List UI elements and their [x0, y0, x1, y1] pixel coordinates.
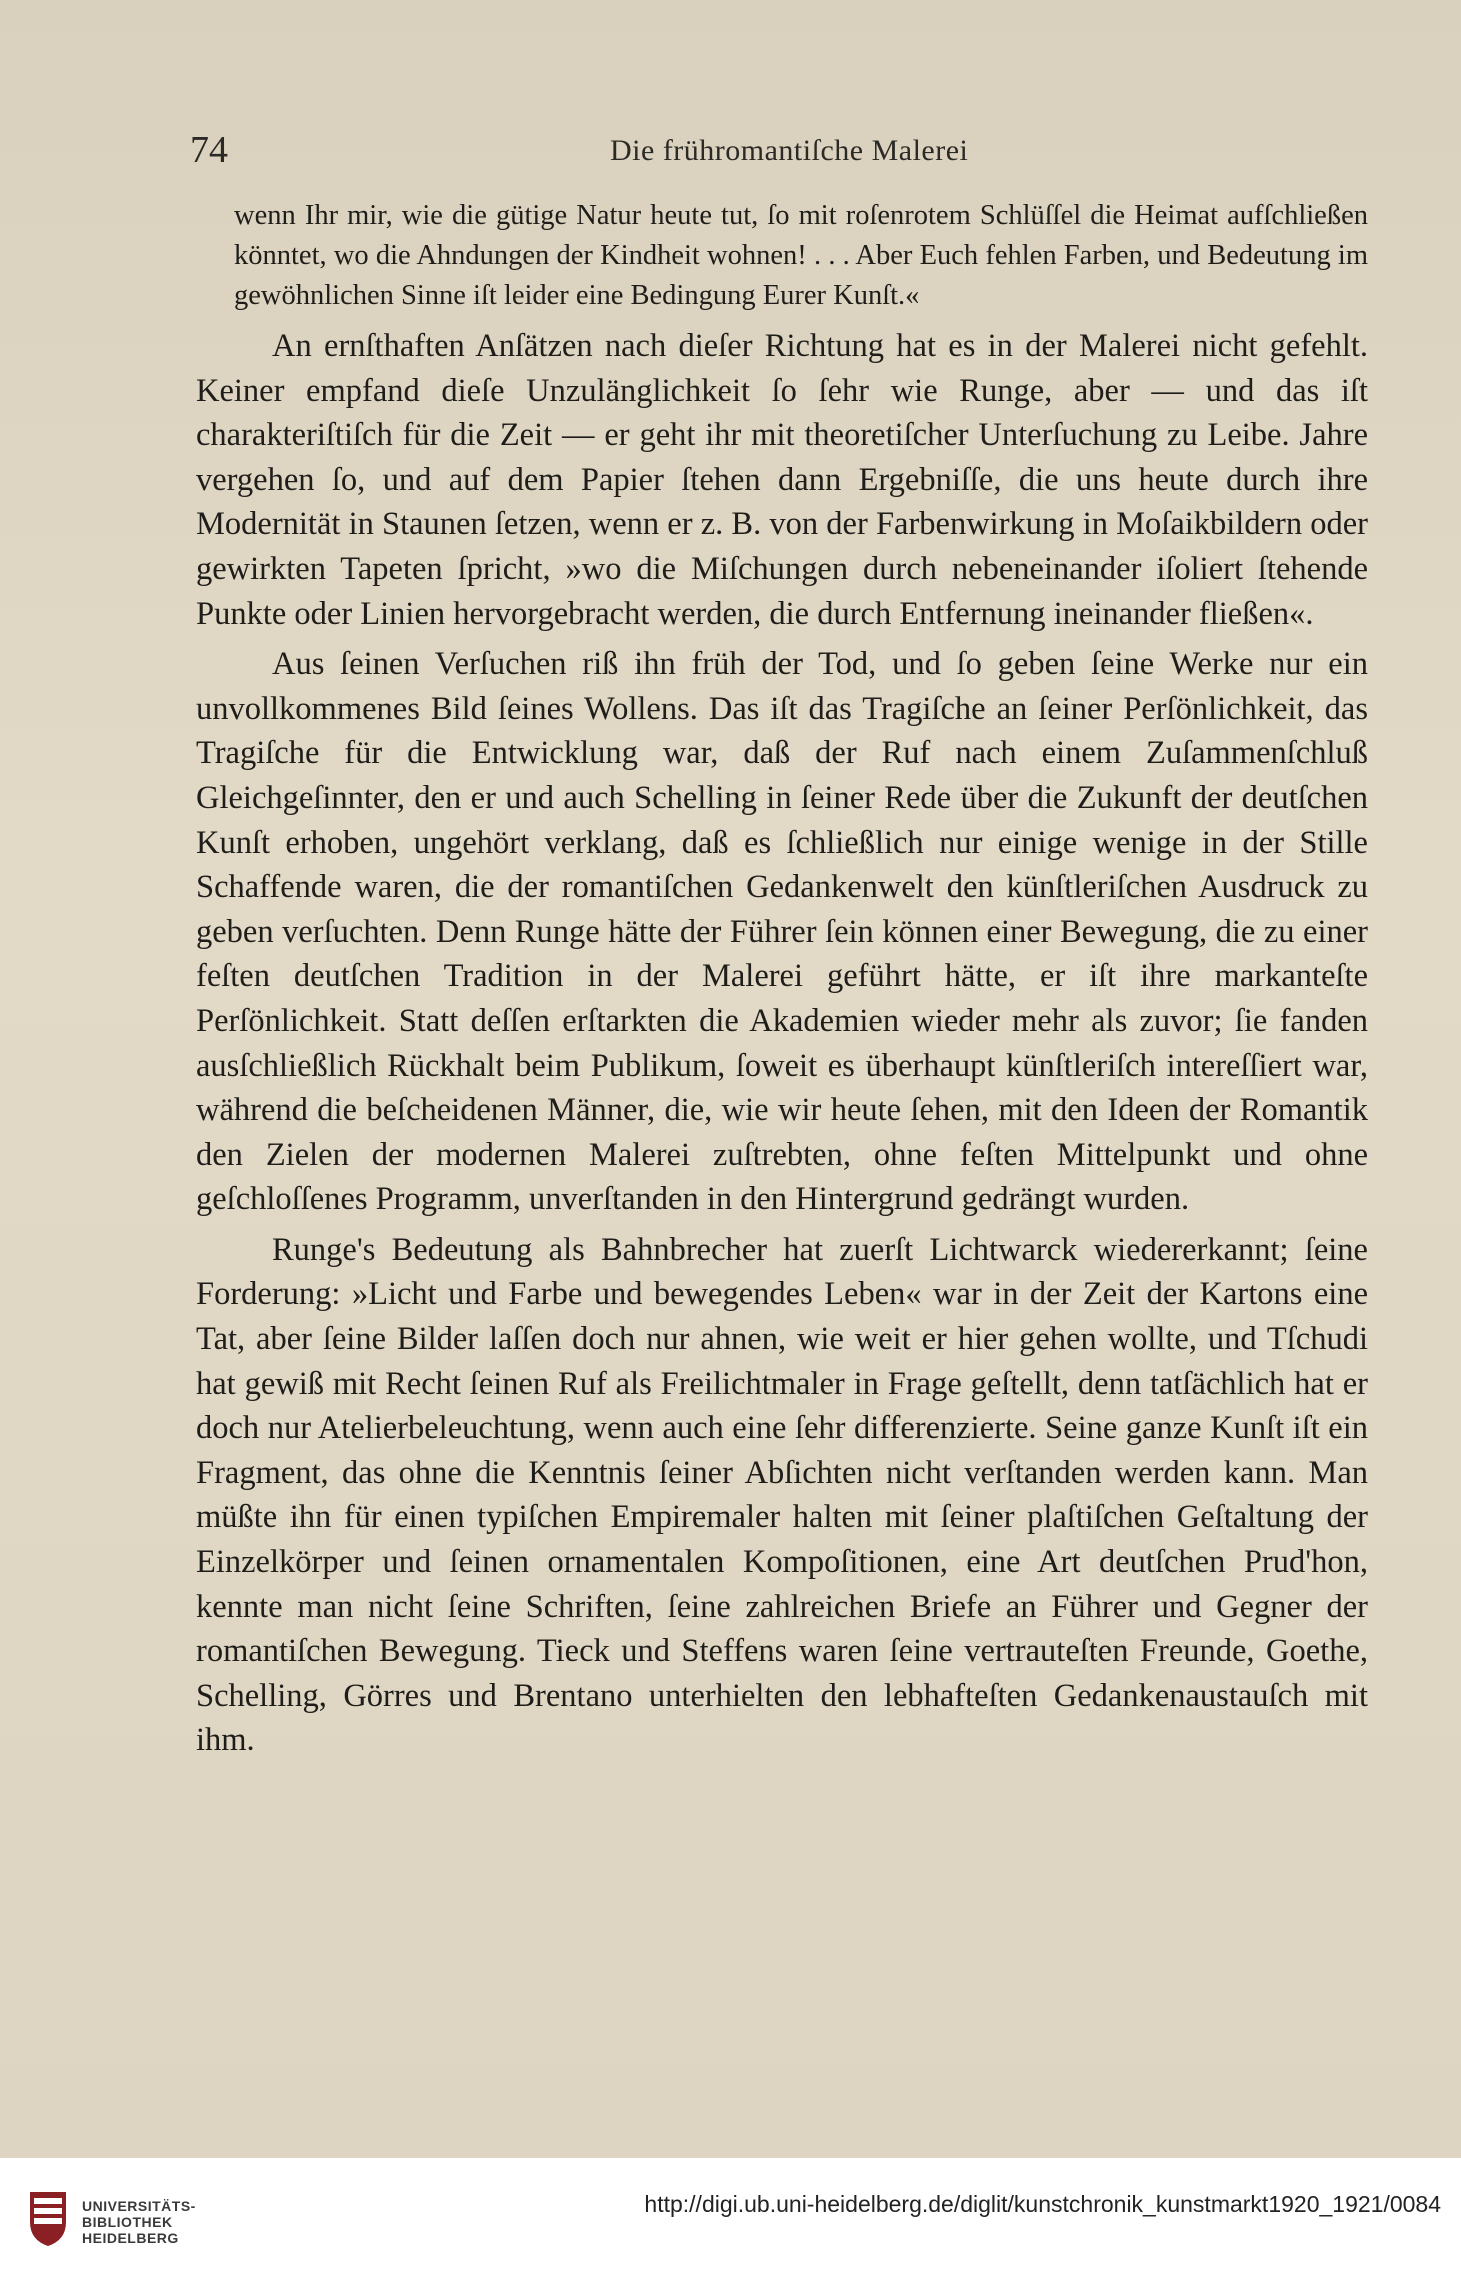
page-number: 74: [190, 129, 228, 171]
body-text: [196, 196, 1368, 1763]
page-header: [190, 128, 1370, 178]
paragraph-1: An ernſthaften Anſätzen nach dieſer Richtung hat es in der Malerei nicht gefehlt. Keiner empfand dieſe Unzulänglichkeit ſo ſehr wie Runge, aber — und das iſt charakteriſtiſch für die Zeit — er geht ihr mit theoretiſcher Unterſuchung zu Leibe. Jahre vergehen ſo, und auf dem Papier ſtehen dann Ergebniſſe, die uns heute durch ihre Modernität in Staunen ſetzen, wenn er z. B. von der Farbenwirkung in Moſaikbildern oder gewirkten Tapeten ſpricht, »wo die Miſchungen durch nebeneinander iſoliert ſtehende Punkte oder Linien hervorgebracht werden, die durch Entfernung ineinander fließen«.: [196, 328, 1368, 632]
paragraph-3: Runge's Bedeutung als Bahnbrecher hat zuerſt Lichtwarck wiedererkannt; ſeine Forderung: »Licht und Farbe und bewegendes Leben« war in der Zeit der Kartons eine Tat, aber ſeine Bilder laſſen doch nur ahnen, wie weit er hier gehen wollte, und Tſchudi hat gewiß mit Recht ſeinen Ruf als Freilichtmaler in Frage geſtellt, denn tatſächlich hat er doch nur Atelierbeleuchtung, wenn auch eine ſehr differenzierte. Seine ganze Kunſt iſt ein Fragment, das ohne die Kenntnis ſeiner Abſichten nicht verſtanden werden kann. Man müßte ihn für einen typiſchen Empiremaler halten mit ſeiner plaſtiſchen Geſtaltung der Einzelkörper und ſeinen ornamentalen Kompoſitionen, eine Art deutſchen Prud'hon, kennte man nicht ſeine Schriften, ſeine zahlreichen Briefe an Führer und Gegner der romantiſchen Bewegung. Tieck und Steffens waren ſeine vertrauteſten Freunde, Goethe, Schelling, Görres und Brentano unterhielten den lebhafteſten Gedankenaustauſch mit ihm.: [196, 1231, 1368, 1759]
logo-line-2: BIBLIOTHEK: [82, 2214, 173, 2230]
source-url-link[interactable]: http://digi.ub.uni-heidelberg.de/diglit/kunstchronik_kunstmarkt1920_1921/0084: [644, 2191, 1441, 2217]
logo-line-3: HEIDELBERG: [82, 2230, 179, 2246]
university-seal-icon: [26, 2188, 70, 2248]
block-quote: wenn Ihr mir, wie die gütige Natur heute tut, ſo mit roſenrotem Schlüſſel die Heimat aufſchließen könntet, wo die Ahndungen der Kindheit wohnen! . . . Aber Euch fehlen Farben, und Bedeutung im gewöhnlichen Sinne iſt leider eine Bedingung Eurer Kunſt.«: [234, 200, 1368, 311]
running-head: Die frühromantiſche Malerei: [610, 134, 969, 167]
library-logo-text: [82, 2198, 196, 2246]
logo-line-1: UNIVERSITÄTS-: [82, 2198, 196, 2214]
paragraph-2: Aus ſeinen Verſuchen riß ihn früh der Tod, und ſo geben ſeine Werke nur ein unvollkommenes Bild ſeines Wollens. Das iſt das Tragiſche an ſeiner Perſönlichkeit, das Tragiſche für die Entwicklung war, daß der Ruf nach einem Zuſammenſchluß Gleichgeſinnter, den er und auch Schelling in ſeiner Rede über die Zukunft der deutſchen Kunſt erhoben, ungehört verklang, daß es ſchließlich nur einige wenige in der Stille Schaffende waren, die der romantiſchen Gedankenwelt den künſtleriſchen Ausdruck zu geben verſuchten. Denn Runge hätte der Führer ſein können einer Bewegung, die zu einer feſten deutſchen Tradition in der Malerei geführt hätte, er iſt ihre markanteſte Perſönlichkeit. Statt deſſen erſtarkten die Akademien wieder mehr als zuvor; ſie fanden ausſchließlich Rückhalt beim Publikum, ſoweit es überhaupt künſtleriſch intereſſiert war, während die beſcheidenen Männer, die, wie wir heute ſehen, mit den Ideen der Romantik den Zielen der modernen Malerei zuſtrebten, ohne feſten Mittelpunkt und ohne geſchloſſenes Programm, unverſtanden in den Hintergrund gedrängt wurden.: [196, 646, 1368, 1218]
footer-bar: [0, 2158, 1461, 2276]
